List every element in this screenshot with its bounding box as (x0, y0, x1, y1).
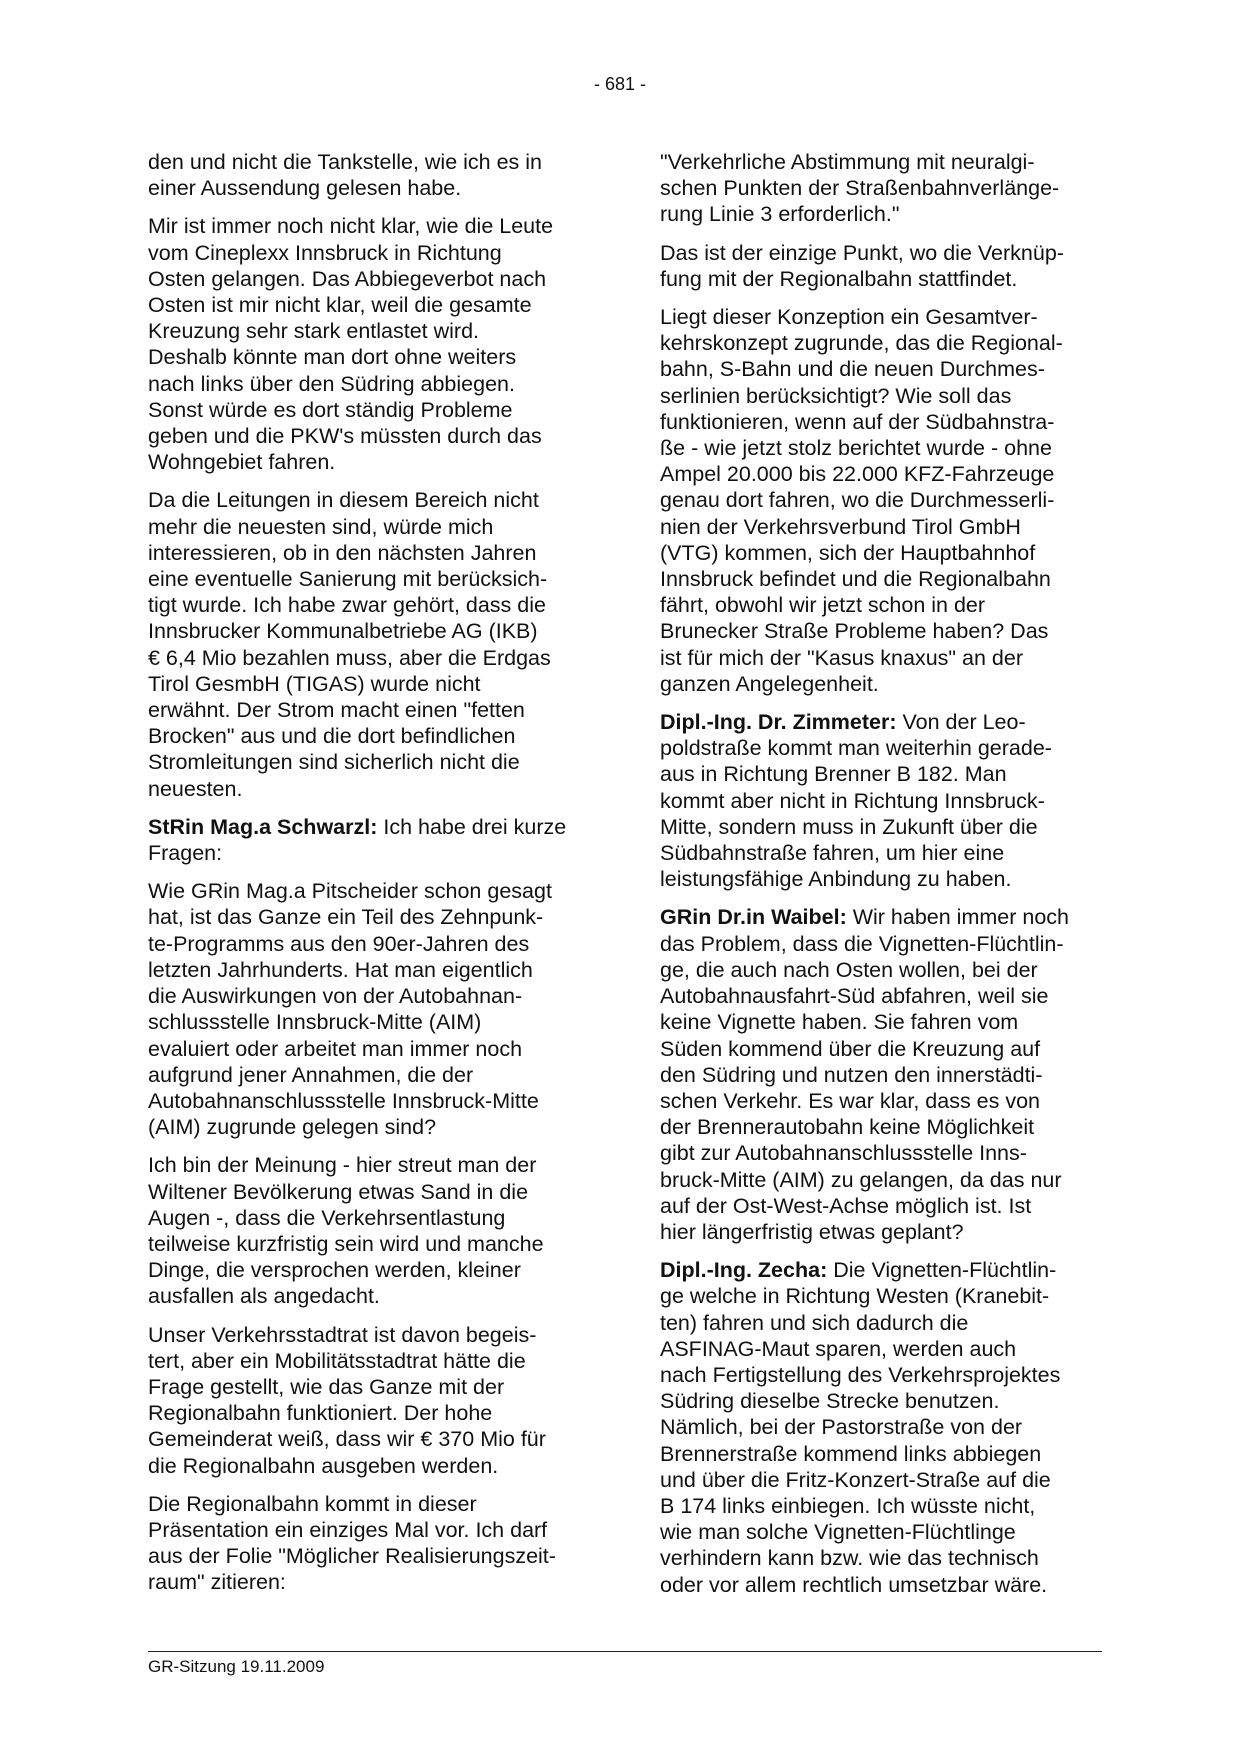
paragraph: Unser Verkehrsstadtrat ist davon begeis- tert, aber ein Mobilitätsstadtrat hätte die Frage gestellt, wie das Ganze mit der Regionalbahn funktioniert. Der hohe Gemeinderat weiß, dass wir € 370 Mio für die Regionalbahn ausgeben werden. (148, 1322, 546, 1478)
left-column (148, 149, 586, 1608)
speaker-name: Dipl.-Ing. Dr. Zimmeter: (660, 710, 897, 735)
speaker-name: GRin Dr.in Waibel: (660, 905, 847, 930)
paragraph: Mir ist immer noch nicht klar, wie die Leute vom Cineplexx Innsbruck in Richtung Osten gelangen. Das Abbiegeverbot nach Osten ist mir nicht klar, weil die gesamte Kreuzung sehr stark entlastet wird. Deshalb könnte man dort ohne weiters nach links über den Südring abbiegen. Sonst würde es dort ständig Probleme geben und die PKW's müssten durch das Wohngebiet fahren. (148, 214, 554, 475)
paragraph: den und nicht die Tankstelle, wie ich es in einer Aussendung gelesen habe. (148, 150, 543, 201)
quote-paragraph: "Verkehrliche Abstimmung mit neuralgi- schen Punkten der Straßenbahnverlänge- rung Linie 3 erforderlich." (660, 150, 1060, 227)
speaker-paragraph (660, 1257, 1102, 1598)
speaker-paragraph (660, 709, 1102, 892)
speaker-paragraph (148, 814, 586, 866)
footer-session-date: GR-Sitzung 19.11.2009 (148, 1657, 325, 1676)
paragraph: Das ist der einzige Punkt, wo die Verknüp- fung mit der Regionalbahn stattfindet. (660, 240, 1064, 291)
speaker-name: Dipl.-Ing. Zecha: (660, 1258, 828, 1283)
speaker-text: Von der Leo- poldstraße kommt man weiterhin gerade- aus in Richtung Brenner B 182. Man kommt aber nicht in Richtung Innsbruck- Mitte, sondern muss in Zukunft über die Südbahnstraße fahren, um hier eine leistungsfähige Anbindung zu haben. (660, 710, 1052, 892)
paragraph: Ich bin der Meinung - hier streut man der Wiltener Bevölkerung etwas Sand in die Augen -, dass die Verkehrsentlastung teilweise kurzfristig sein wird und manche Dinge, die versprochen werden, kleiner ausfallen als angedacht. (148, 1153, 544, 1309)
speaker-text: Wir haben immer noch das Problem, dass die Vignetten-Flüchtlin- ge, die auch nach Osten wollen, bei der Autobahnausfahrt-Süd abfahren, weil sie keine Vignette haben. Sie fahren vom Süden kommend über die Kreuzung auf den Südring und nutzen den innerstädti- schen Verkehr. Es war klar, dass es von der Brennerautobahn keine Möglichkeit gibt zur Autobahnanschlussstelle Inns- bruck-Mitte (AIM) zu gelangen, da das nur auf der Ost-West-Achse möglich ist. Ist hier längerfristig etwas geplant? (660, 905, 1069, 1244)
footer-divider (148, 1651, 1102, 1652)
speaker-text: Ich habe drei kurze Fragen: (148, 814, 567, 866)
page-number: - 681 - (593, 74, 647, 94)
paragraph: Da die Leitungen in diesem Bereich nicht mehr die neuesten sind, würde mich interessieren, ob in den nächsten Jahren eine eventuelle Sanierung mit berücksich- tigt wurde. Ich habe zwar gehört, dass die Innsbrucker Kommunalbetriebe AG (IKB) € 6,4 Mio bezahlen muss, aber die Erdgas Tirol GesmbH (TIGAS) wurde nicht erwähnt. Der Strom macht einen "fetten Brocken" aus und die dort befindlichen Stromleitungen sind sicherlich nicht die neuesten. (148, 488, 551, 801)
speaker-name: StRin Mag.a Schwarzl: (148, 814, 378, 839)
speaker-paragraph (660, 904, 1102, 1245)
paragraph: Wie GRin Mag.a Pitscheider schon gesagt hat, ist das Ganze ein Teil des Zehnpunk- te-Programms aus den 90er-Jahren des letzten Jahrhunderts. Hat man eigentlich die Auswirkungen von der Autobahnan- schlussstelle Innsbruck-Mitte (AIM) evaluiert oder arbeitet man immer noch aufgrund jener Annahmen, die der Autobahnanschlussstelle Innsbruck-Mitte (AIM) zugrunde gelegen sind? (148, 879, 552, 1140)
paragraph: Liegt dieser Konzeption ein Gesamtver- kehrskonzept zugrunde, das die Regional- bahn, S-Bahn und die neuen Durchmes- serlinien berücksichtigt? Wie soll das funktionieren, wenn auf der Südbahnstra- ße - wie jetzt stolz berichtet wurde - ohne Ampel 20.000 bis 22.000 KFZ-Fahrzeuge genau dort fahren, wo die Durchmesserli- nien der Verkehrsverbund Tirol GmbH (VTG) kommen, sich der Hauptbahnhof Innsbruck befindet und die Regionalbahn fährt, obwohl wir jetzt schon in der Brunecker Straße Probleme haben? Das ist für mich der "Kasus knaxus" an der ganzen Angelegenheit. (660, 305, 1063, 696)
right-column (660, 149, 1102, 1610)
paragraph: Die Regionalbahn kommt in dieser Präsentation ein einziges Mal vor. Ich darf aus der Folie "Möglicher Realisierungszeit- raum" zitieren: (148, 1491, 556, 1595)
speaker-text: Die Vignetten-Flüchtlin- ge welche in Richtung Westen (Kranebit- ten) fahren und sich dadurch die ASFINAG-Maut sparen, werden auch nach Fertigstellung des Verkehrsprojektes Südring dieselbe Strecke benutzen. Nämlich, bei der Pastorstraße von der Brennerstraße kommend links abbiegen und über die Fritz-Konzert-Straße auf die B 174 links einbiegen. Ich wüsste nicht, wie man solche Vignetten-Flüchtlinge verhindern kann bzw. wie das technisch oder vor allem rechtlich umsetzbar wäre. (660, 1258, 1061, 1597)
